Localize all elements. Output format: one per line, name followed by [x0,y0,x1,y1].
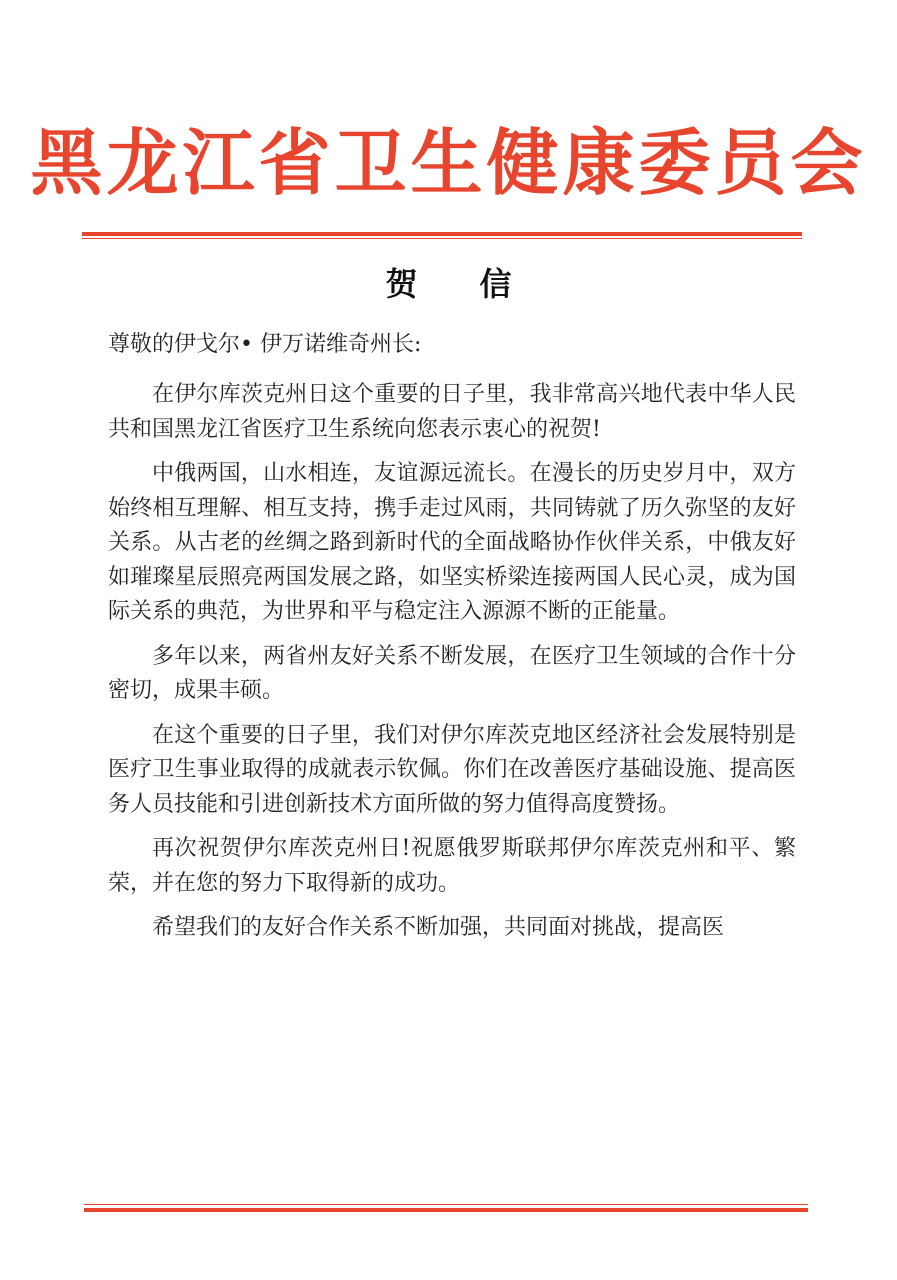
footer-divider-thick [84,1208,808,1212]
paragraph-2: 中俄两国，山水相连，友谊源远流长。在漫长的历史岁月中，双方始终相互理解、相互支持，携手走过风雨，共同铸就了历久弥坚的友好关系。从古老的丝绸之路到新时代的全面战略协作伙伴关系，中俄友好如璀璨星辰照亮两国发展之路，如坚实桥梁连接两国人民心灵，成为国际关系的典范，为世界和平与稳定注入源源不断的正能量。 [108,461,796,624]
footer-divider-thin [84,1204,808,1205]
paragraph-1: 在伊尔库茨克州日这个重要的日子里，我非常高兴地代表中华人民共和国黑龙江省医疗卫生系统向您表示衷心的祝贺! [108,382,796,442]
paragraph-4: 在这个重要的日子里，我们对伊尔库茨克地区经济社会发展特别是医疗卫生事业取得的成就表示钦佩。你们在改善医疗基础设施、提高医务人员技能和引进创新技术方面所做的努力值得高度赞扬。 [108,722,796,817]
letterhead-divider-thick [82,232,802,236]
paragraph-3: 多年以来，两省州友好关系不断发展，在医疗卫生领域的合作十分密切，成果丰硕。 [108,643,796,703]
letter-body [108,378,796,956]
paragraph-5: 再次祝贺伊尔库茨克州日!祝愿俄罗斯联邦伊尔库茨克州和平、繁荣，并在您的努力下取得新的成功。 [108,836,796,896]
letterhead-title: 黑龙江省卫生健康委员会 [30,120,867,205]
paragraph-6: 希望我们的友好合作关系不断加强，共同面对挑战，提高医 [152,915,725,940]
letter-heading: 贺信 [385,265,574,303]
salutation: 尊敬的伊戈尔• 伊万诺维奇州长: [108,332,422,357]
letterhead-divider-thin [82,238,802,239]
